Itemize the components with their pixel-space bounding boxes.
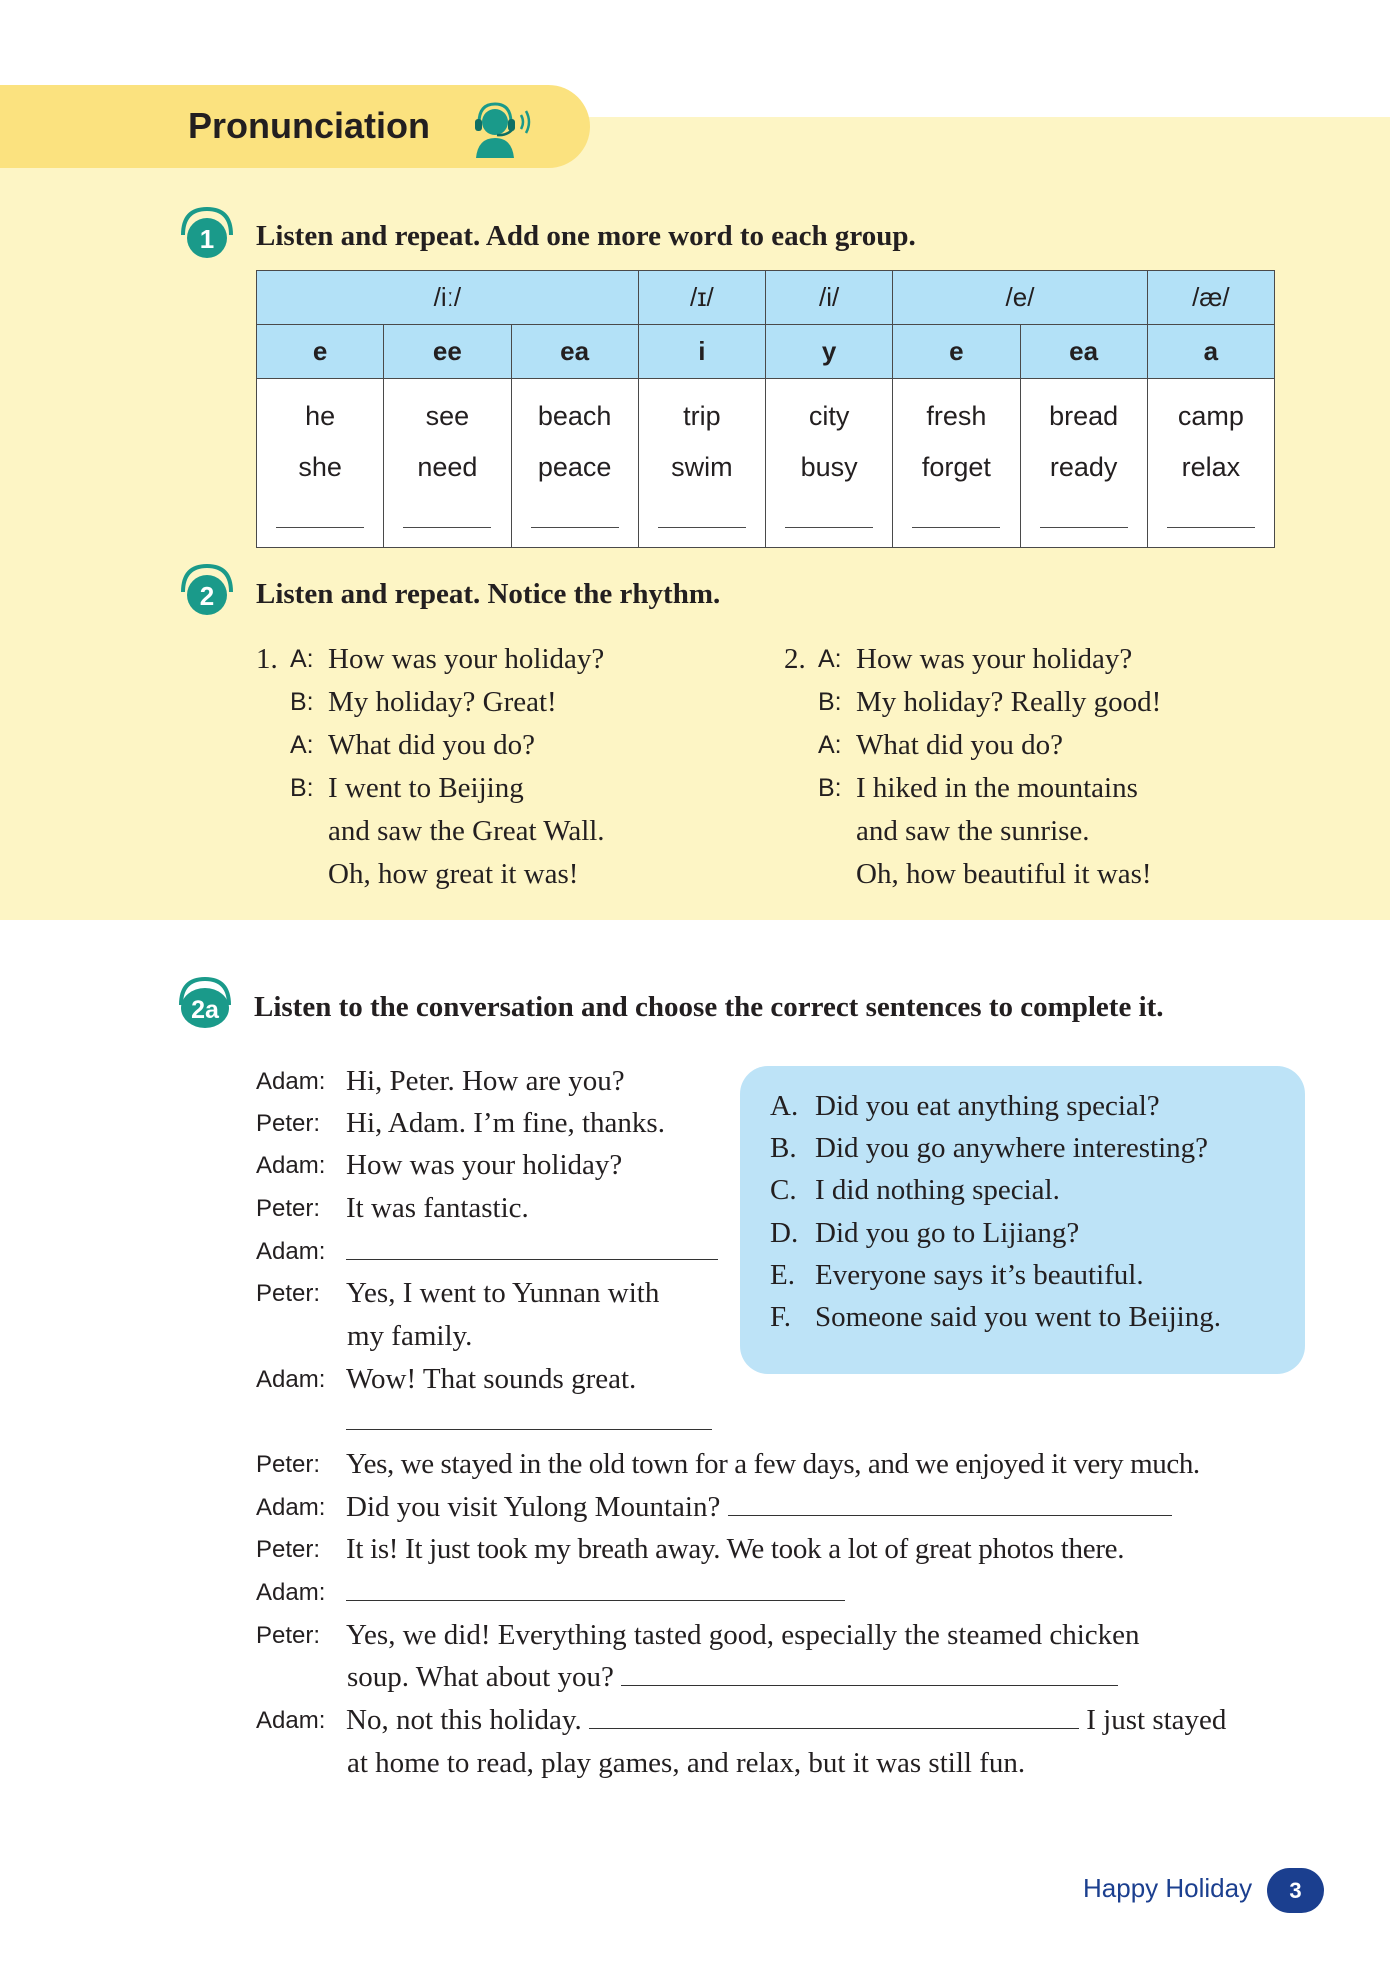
answer-blank[interactable] <box>276 499 364 528</box>
instruction-2a: Listen to the conversation and choose the correct sentences to complete it. <box>254 991 1164 1023</box>
spelling-header: ea <box>511 325 638 379</box>
word-cell: beach peace <box>511 379 638 548</box>
option-e: E. Everyone says it’s beautiful. <box>770 1259 1144 1291</box>
section-title: Pronunciation <box>188 105 430 146</box>
unit-title: Happy Holiday <box>1083 1873 1253 1903</box>
answer-blank[interactable] <box>658 499 746 528</box>
spelling-header: ea <box>1020 325 1147 379</box>
option-b: B. Did you go anywhere interesting? <box>770 1132 1209 1164</box>
answer-blank[interactable] <box>531 499 619 528</box>
section-badge-2 <box>177 562 237 617</box>
phoneme-header: /e/ <box>893 271 1148 325</box>
word-cell: bread ready <box>1020 379 1147 548</box>
word-cell: see need <box>384 379 511 548</box>
spelling-header: a <box>1147 325 1274 379</box>
dialogue-1: 1. A: How was your holiday? B: My holiday? Great! A: What did you do? B: I went to Beijing and saw the Great Wall. Oh, how great it was! <box>256 643 605 890</box>
svg-text:2a: 2a <box>191 996 219 1024</box>
headset-speaker-icon <box>468 100 538 160</box>
answer-blank[interactable] <box>589 1700 1079 1729</box>
page-number: 3 <box>1267 1868 1324 1913</box>
instruction-2: Listen and repeat. Notice the rhythm. <box>256 578 721 610</box>
answer-blank[interactable] <box>621 1657 1118 1686</box>
spelling-header: e <box>893 325 1020 379</box>
answer-blank[interactable] <box>346 1401 712 1430</box>
phonics-table <box>256 270 1275 548</box>
section-badge-1 <box>177 205 237 260</box>
option-d: D. Did you go to Lijiang? <box>770 1217 1080 1249</box>
svg-text:2: 2 <box>199 581 215 611</box>
options-box <box>740 1066 1305 1374</box>
word-cell: camp relax <box>1147 379 1274 548</box>
phoneme-header: /æ/ <box>1147 271 1274 325</box>
phoneme-header: /ɪ/ <box>638 271 765 325</box>
answer-blank[interactable] <box>403 499 491 528</box>
word-cell: fresh forget <box>893 379 1020 548</box>
spelling-header: i <box>638 325 765 379</box>
spelling-header: y <box>766 325 893 379</box>
option-a: A. Did you eat anything special? <box>770 1090 1160 1122</box>
phoneme-header: /i/ <box>766 271 893 325</box>
answer-blank[interactable] <box>1167 499 1255 528</box>
word-cell: trip swim <box>638 379 765 548</box>
word-cell: he she <box>257 379 384 548</box>
answer-blank[interactable] <box>346 1231 718 1260</box>
word-cell: city busy <box>766 379 893 548</box>
spelling-header: ee <box>384 325 511 379</box>
option-f: F. Someone said you went to Beijing. <box>770 1301 1221 1333</box>
option-c: C. I did nothing special. <box>770 1174 1060 1206</box>
answer-blank[interactable] <box>346 1572 845 1601</box>
dialogue-2: 2. A: How was your holiday? B: My holiday? Really good! A: What did you do? B: I hiked in the mountains and saw the sunrise. Oh, how beautiful it was! <box>784 643 1162 890</box>
instruction-1: Listen and repeat. Add one more word to each group. <box>256 220 916 252</box>
answer-blank[interactable] <box>785 499 873 528</box>
svg-text:1: 1 <box>199 224 215 254</box>
answer-blank[interactable] <box>912 499 1000 528</box>
phoneme-header: /iː/ <box>257 271 639 325</box>
answer-blank[interactable] <box>1040 499 1128 528</box>
answer-blank[interactable] <box>728 1487 1172 1516</box>
section-badge-2a <box>175 975 235 1030</box>
spelling-header: e <box>257 325 384 379</box>
